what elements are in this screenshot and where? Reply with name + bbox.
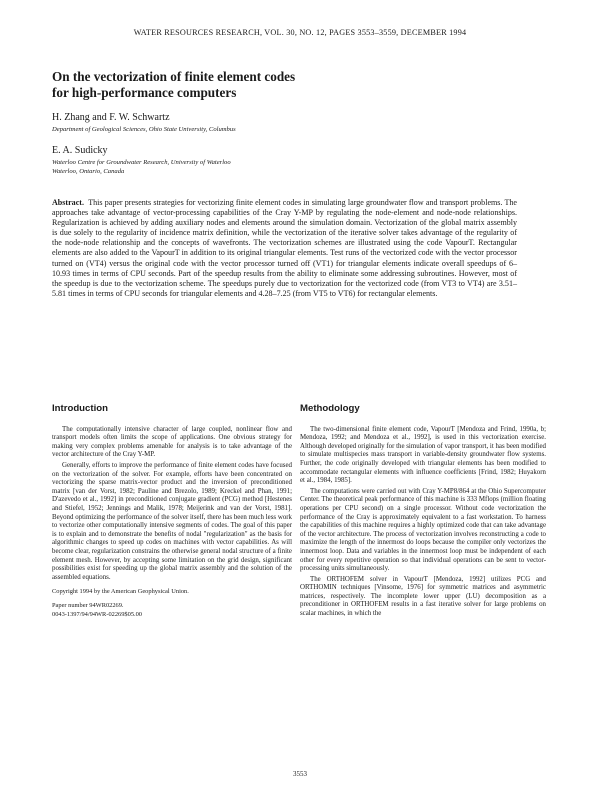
title-line-2: for high-performance computers [52, 85, 237, 100]
introduction-column [52, 405, 292, 621]
affiliation-1: Department of Geological Sciences, Ohio State University, Columbus [52, 126, 236, 133]
author-line-2: E. A. Sudicky [52, 145, 108, 156]
copyright-notice: Copyright 1994 by the American Geophysical Union. [52, 588, 189, 596]
running-head: WATER RESOURCES RESEARCH, VOL. 30, NO. 12, PAGES 3553–3559, DECEMBER 1994 [133, 28, 467, 37]
abstract-text: This paper presents strategies for vectorizing finite element codes in simulating large groundwater flow and transport problems. The approaches take advantage of vector-processing capabilities of the Cray Y-MP by regulating the node-element and node-node relationships. Regularization is achieved by adding auxiliary nodes and elements around the simulation domain. Vectorization of the global matrix assembly is due solely to the regularity of incidence matrix definition, while the vectorization of the iterative solver takes advantage of the regularity of the node-node relationship and the concepts of wavefronts. The vectorization schemes are illustrated using the code VapourT. Rectangular elements are also added to the VapourT in addition to its original triangular elements. Test runs of the vectorized code with the vector processor turned on (VT4) versus the original code with the vector processor turned off (VT1) for triangular elements indicate overall speedups of 6–10.93 times in terms of CPU seconds. Part of the speedup results from the ability to eliminate some addressing subroutines. However, most of the speedup is due to the vectorization scheme. The speedups purely due to vectorization for the vectorized code (from VT3 to VT4) are 3.51–5.81 times in terms of CPU seconds for triangular elements and 4.28–7.25 (from VT5 to VT6) for rectangular elements. [52, 198, 517, 298]
abstract [52, 198, 517, 299]
introduction-paragraph-1: The computationally intensive character of large coupled, nonlinear flow and transport models often limits the scope of applications. One obvious strategy for making very complex problems amenable for analysis is to take advantage of the vector architecture of the Cray Y-MP. [52, 425, 292, 459]
issn-line: 0043-1397/94/94WR-02269$05.00 [52, 611, 142, 619]
introduction-paragraph-2: Generally, efforts to improve the performance of finite element codes have focused on the vectorization of the solver. For example, efforts have been concentrated on vectorizing the sparse matrix-vector product and the inversion of preconditioned matrix [van der Vorst, 1982; Pauline and Brezolo, 1989; Kreckel and Phan, 1991; D'azevedo et al., 1992] in preconditioned conjugate gradient (PCG) method [Hestenes and Stiefel, 1952; Jennings and Malik, 1978; Meijerink and van der Vorst, 1981]. Beyond optimizing the performance of the solver itself, there has been much less work to vectorize other computationally intensive segments of codes. The goal of this paper is to explain and to demonstrate the benefits of nodal "regularization" as the basis for algorithmic changes to speed up codes on machines with vector capabilities. As will become clear, regularization constrains the otherwise general nodal structure of a finite element mesh. However, by accepting some limitation on the grid design, significant possibilities exist for speeding up the global matrix assembly and the solution of the assembled equations. [52, 461, 292, 581]
abstract-label: Abstract. [52, 198, 84, 207]
methodology-heading: Methodology [300, 403, 360, 414]
article-title [52, 69, 552, 101]
methodology-paragraph-1: The two-dimensional finite element code, VapourT [Mendoza and Frind, 1990a, b; Mendoza, 1992; and Mendoza et al., 1992], is used in this vectorization exercise. Although developed originally for the simulation of vapor transport, it has been modified to simulate multispecies mass transport in variable-density groundwater flow systems. Further, the code originally developed with triangular elements has been modified to accommodate rectangular elements with influence coefficients [Frind, 1982; Huyakorn et al., 1984, 1985]. [300, 425, 546, 485]
methodology-paragraph-3: The ORTHOFEM solver in VapourT [Mendoza, 1992] utilizes PCG and ORTHOMIN techniques [Vinsome, 1976] for symmetric matrices and asymmetric matrices, respectively. The incomplete lower upper (LU) decomposition as a preconditioner in ORTHOFEM results in a fast iterative solver for large problems on scalar machines, in which the [300, 575, 546, 618]
affiliation-2-line-2: Waterloo, Ontario, Canada [52, 167, 125, 175]
methodology-paragraph-2: The computations were carried out with Cray Y-MP8/864 at the Ohio Supercomputer Center. The theoretical peak performance of this machine is 333 Mflops (million floating operations per CPU second) on a single processor. Without code vectorization the performance of the Cray is approximately equivalent to a fast workstation. To harness the capabilities of this machine requires a highly optimized code that can take advantage of the vector architecture. The process of vectorization involves reconstructing a code to maximize the length of the innermost do loops because the compiler only vectorizes the innermost loop. Data and variables in the innermost loop must be independent of each other for every repetitive operation so that individual operations can be sent to vector-processing units simultaneously. [300, 487, 546, 573]
paper-number: Paper number 94WR02269. [52, 601, 124, 609]
introduction-heading: Introduction [52, 403, 108, 414]
author-line-1: H. Zhang and F. W. Schwartz [52, 112, 170, 123]
title-line-1: On the vectorization of finite element codes [52, 69, 296, 84]
methodology-column [300, 405, 546, 621]
affiliation-2-line-1: Waterloo Centre for Groundwater Research, University of Waterloo [52, 159, 231, 166]
page-number: 3553 [293, 770, 307, 778]
affiliation-2 [52, 159, 231, 176]
